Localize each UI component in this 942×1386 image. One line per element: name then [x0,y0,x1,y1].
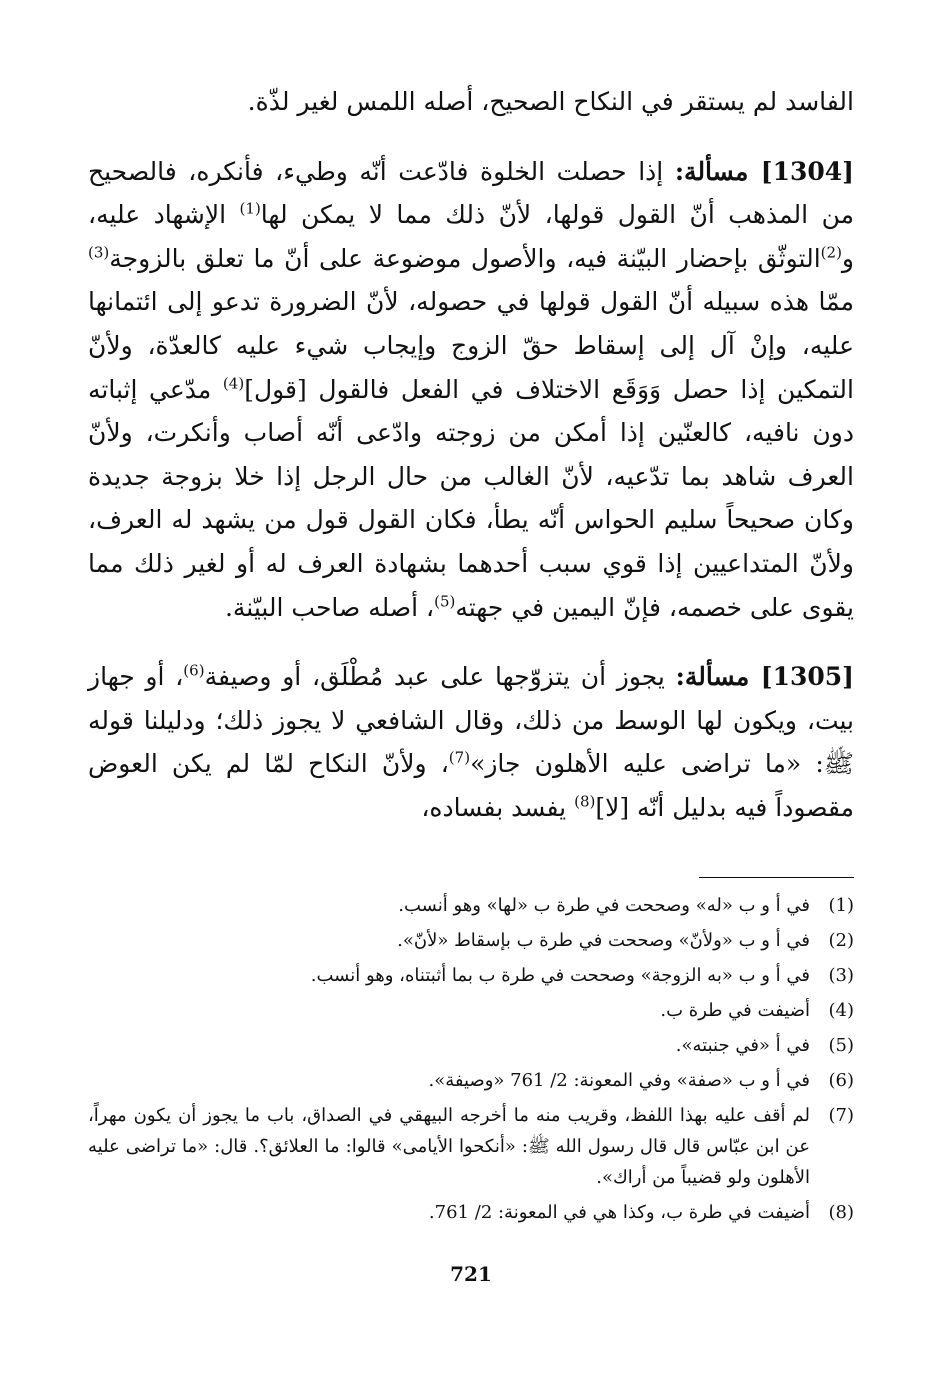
footnote-ref-5: (5) [434,592,456,611]
footnote-number: (4) [828,1000,854,1021]
text-segment: إذا حصلت الخلوة فادّعت أنّه وطيء، فأنكره، فالصحيح من المذهب أنّ القول قولها، لأنّ ذلك مما لا يمكن لها [88,156,854,230]
intro-line: الفاسد لم يستقر في النكاح الصحيح، أصله اللمس لغير لذّة. [247,87,854,116]
footnote-ref-6: (6) [183,661,205,680]
footnote-item [88,960,854,991]
footnote-ref-1: (1) [239,199,261,218]
footnote-divider [699,877,854,878]
footnote-text: أضيفت في طرة ب، وكذا هي في المعونة: 2/ 761. [428,1202,810,1223]
issue-1304-heading: [1304] مسألة: [674,156,854,186]
text-segment: مدّعي إثباته دون نافيه، كالعنّين إذا أمكن من زوجته وادّعى أنّه أصاب وأنكرت، ولأنّ العرف شاهد بما تدّعيه، لأنّ الغالب من حال الرجل إذا خلا بزوجة جديدة وكان صحيحاً سليم الحواس أنّه يطأ، فكان القول قول من يشهد له العرف، ولأنّ المتداعيين إذا قوي سبب أحدهما بشهادة العرف له أو لغير ذلك مما يقوى على خصمه، فإنّ اليمين في جهته [88,374,854,622]
text-segment: ممّا هذه سبيله أنّ القول قولها في حصوله، لأنّ الضرورة تدعو إلى ائتمانها عليه، وإنْ آل إلى إسقاط حقّ الزوج وإيجاب شيء عليه كالعدّة، ولأنّ التمكين إذا حصل وَوَقَع الاختلاف في الفعل فالقول [قول] [88,287,854,404]
footnote-item [88,1100,854,1193]
text-segment: يجوز أن يتزوّجها على عبد مُطْلَق، أو وصيفة [204,662,676,692]
footnotes [88,890,854,1232]
footnote-item [88,925,854,956]
footnote-number: (7) [828,1105,854,1126]
footnote-text: في أ و ب «به الزوجة» وصححت في طرة ب بما أثبتناه، وهو أنسب. [310,965,810,986]
text-segment: يفسد بفساده، [421,792,575,822]
footnote-text: في أ و ب «له» وصححت في طرة ب «لها» وهو أنسب. [398,895,810,916]
footnote-number: (1) [828,895,854,916]
text-segment: ، ولأنّ النكاح لمّا لم يكن العوض مقصوداً فيه بدليل أنّه [لا] [88,749,854,822]
issue-1304 [88,150,854,630]
issue-1305 [88,655,854,829]
text-segment: ، أصله صاحب البيّنة. [224,592,435,622]
footnote-ref-2: (2) [820,243,842,262]
footnote-item [88,890,854,921]
footnote-text: أضيفت في طرة ب. [660,1000,810,1021]
footnote-ref-7: (7) [448,748,471,767]
footnote-ref-8: (8) [574,792,596,811]
footnote-item [88,1065,854,1096]
footnote-item [88,1197,854,1228]
footnote-number: (8) [828,1202,854,1223]
text-segment: التوثّق بإحضار البيّنة فيه، والأصول موضوعة على أنّ ما تعلق بالزوجة [109,243,821,273]
footnote-text: في أ «في جنبته». [675,1035,810,1056]
footnote-number: (5) [828,1035,854,1056]
footnote-number: (2) [828,930,854,951]
footnote-ref-3: (3) [88,243,110,262]
footnote-item [88,1030,854,1061]
text-segment: ، أو جهاز بيت، ويكون لها الوسط من ذلك، وقال الشافعي لا يجوز ذلك؛ ودليلنا قوله ﷺ: «ما تراضى عليه الأهلون جاز» [88,662,854,779]
footnote-text: في أ و ب «ولأنّ» وصححت في طرة ب بإسقاط «لأنّ». [397,930,810,951]
footnote-item [88,995,854,1026]
footnote-text: في أ و ب «صفة» وفي المعونة: 2/ 761 «وصيفة». [428,1070,810,1091]
main-text [88,80,854,830]
page-number: 721 [450,1262,492,1286]
footnote-text: لم أقف عليه بهذا اللفظ، وقريب منه ما أخرجه البيهقي في الصداق، باب ما يجوز أن يكون مهراً، عن ابن عبّاس قال قال رسول الله ﷺ: «أنكحوا الأيامى» قالوا: ما العلائق؟. قال: «ما تراضى عليه الأهلون ولو قضيباً من أراك». [88,1105,810,1188]
footnote-ref-4: (4) [222,374,245,393]
footnote-number: (3) [828,965,854,986]
issue-1305-heading: [1305] مسألة: [675,662,855,692]
footnote-number: (6) [828,1070,854,1091]
text-segment: الإشهاد عليه، و [88,200,854,273]
